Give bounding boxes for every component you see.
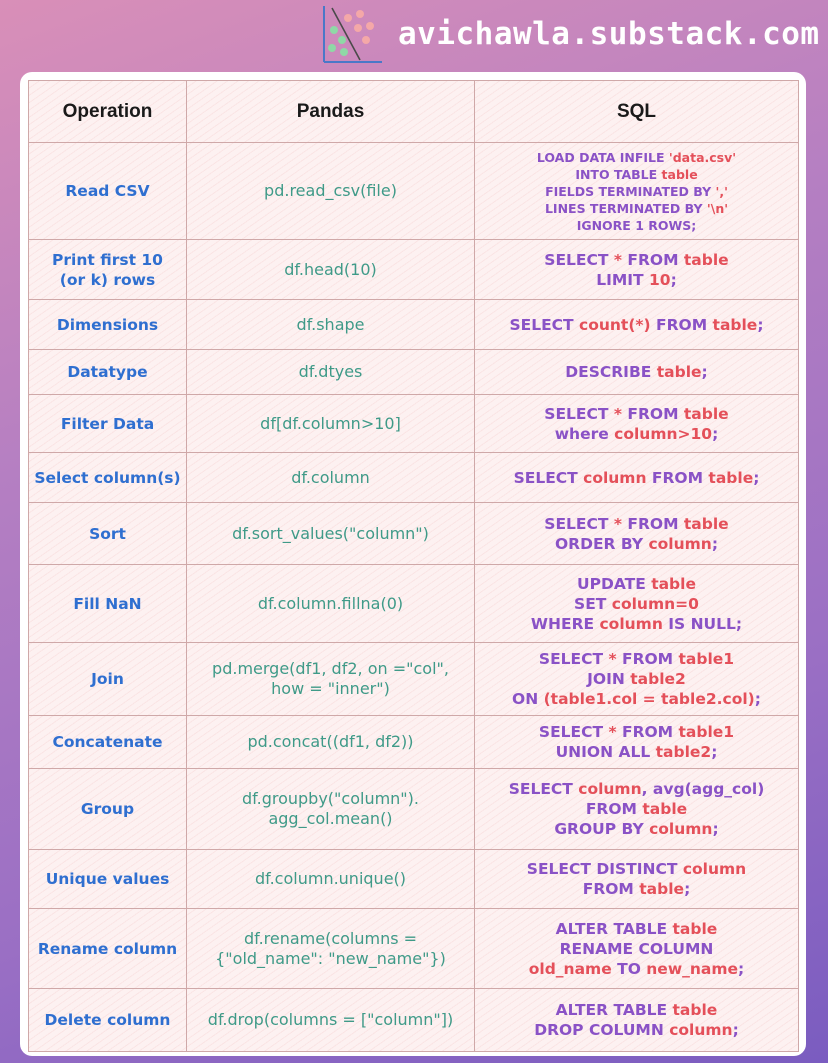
sql-identifier: column — [669, 1021, 733, 1039]
sql-keyword: FROM — [582, 880, 640, 898]
sql-cell — [475, 716, 799, 769]
sql-line — [479, 468, 794, 488]
operation-label: Fill NaN — [73, 594, 142, 613]
operation-label: Select column(s) — [34, 468, 181, 487]
sql-keyword: JOIN — [587, 670, 631, 688]
sql-keyword: SELECT — [538, 650, 609, 668]
operation-cell — [29, 769, 187, 850]
sql-keyword: FROM — [616, 723, 679, 741]
sql-cell — [475, 300, 799, 350]
pandas-code: pd.read_csv(file) — [264, 181, 397, 200]
sql-line — [479, 315, 794, 335]
operation-label: (or k) rows — [59, 270, 156, 289]
sql-keyword: WHERE — [530, 614, 600, 633]
sql-identifier: table — [672, 1001, 718, 1019]
pandas-code: df.shape — [296, 314, 365, 334]
sql-keyword: ALTER TABLE — [555, 919, 673, 938]
sql-identifier: table — [656, 363, 702, 381]
pandas-code: df.column — [291, 467, 370, 487]
table-row — [29, 395, 799, 453]
sql-identifier: 'data.csv' — [668, 149, 737, 165]
table-row — [29, 716, 799, 769]
sql-identifier: table — [642, 800, 688, 818]
pandas-cell — [187, 909, 475, 989]
table-row — [29, 769, 799, 850]
sql-identifier: 10 — [649, 270, 671, 289]
sql-line — [479, 959, 794, 979]
table-row — [29, 850, 799, 909]
sql-keyword: ; — [712, 424, 719, 443]
sql-identifier: * — [613, 404, 622, 423]
sql-identifier: count(*) — [579, 315, 651, 334]
sql-line — [479, 859, 794, 879]
sql-keyword: TO — [611, 959, 647, 978]
sql-keyword: SELECT — [508, 780, 579, 798]
sql-keyword: SET — [574, 594, 612, 613]
header-pandas: Pandas — [187, 81, 475, 143]
sql-line — [479, 649, 794, 669]
sql-keyword: GROUP BY — [554, 820, 650, 838]
operation-cell — [29, 240, 187, 300]
sql-cell — [475, 769, 799, 850]
pandas-code: how = "inner") — [271, 679, 390, 698]
sql-identifier: column=0 — [611, 594, 699, 613]
sql-cell — [475, 350, 799, 395]
header-sql: SQL — [475, 81, 799, 143]
sql-keyword: where — [554, 424, 615, 443]
sql-line — [479, 574, 794, 594]
operation-label: Rename column — [37, 939, 178, 958]
sql-keyword: FIELDS TERMINATED BY — [545, 183, 716, 199]
pandas-code: df[df.column>10] — [260, 413, 401, 433]
sql-keyword: ; — [757, 315, 764, 334]
sql-identifier: table2 — [655, 743, 712, 761]
sql-cell — [475, 850, 799, 909]
pandas-code: pd.concat((df1, df2)) — [247, 732, 414, 751]
operation-cell — [29, 565, 187, 643]
sql-identifier: column>10 — [614, 424, 713, 443]
sql-line — [479, 919, 794, 939]
sql-keyword: LINES TERMINATED BY — [544, 200, 707, 216]
sql-keyword: FROM — [616, 650, 679, 668]
pandas-code: df.column.unique() — [254, 869, 407, 888]
sql-line — [479, 270, 794, 290]
sql-identifier: table2 — [630, 670, 686, 688]
sql-line — [479, 742, 794, 762]
sql-identifier: table — [708, 468, 754, 487]
pandas-cell — [187, 503, 475, 565]
sql-line — [479, 669, 794, 689]
table-row — [29, 643, 799, 716]
pandas-cell — [187, 395, 475, 453]
pandas-code: agg_col.mean() — [268, 809, 393, 828]
sql-keyword: INTO TABLE — [575, 166, 662, 182]
pandas-code: df.column.fillna(0) — [257, 593, 404, 613]
table-row — [29, 909, 799, 989]
sql-keyword: LIMIT — [596, 270, 650, 289]
sql-cell — [475, 565, 799, 643]
sql-identifier: ',' — [715, 183, 728, 199]
operation-cell — [29, 350, 187, 395]
pandas-code: df.groupby("column"). — [242, 789, 419, 808]
sql-keyword: FROM — [585, 800, 643, 818]
sql-keyword: UNION ALL — [555, 743, 656, 761]
sql-keyword: ; — [711, 743, 718, 761]
sql-identifier: table — [683, 404, 729, 423]
pandas-cell — [187, 143, 475, 240]
sql-cell — [475, 643, 799, 716]
sql-line — [479, 514, 794, 534]
operation-cell — [29, 395, 187, 453]
pandas-cell — [187, 453, 475, 503]
sql-identifier: column — [583, 468, 647, 487]
sql-keyword: IGNORE 1 ROWS; — [576, 217, 697, 233]
sql-identifier: * — [613, 250, 622, 269]
pandas-cell — [187, 850, 475, 909]
sql-cell — [475, 909, 799, 989]
sql-line — [479, 779, 794, 799]
sql-keyword: ; — [753, 468, 760, 487]
sql-keyword: LOAD DATA INFILE — [536, 149, 669, 165]
sql-keyword: ORDER BY — [554, 534, 649, 553]
pandas-cell — [187, 565, 475, 643]
sql-line — [479, 166, 794, 183]
sql-keyword: ; — [711, 534, 719, 553]
sql-keyword: RENAME COLUMN — [559, 939, 714, 958]
sql-cell — [475, 453, 799, 503]
operation-label: Join — [91, 670, 124, 688]
sql-identifier: (table1.col = table2.col) — [543, 690, 755, 708]
operation-label: Read CSV — [65, 182, 150, 200]
sql-line — [479, 217, 794, 234]
operation-cell — [29, 643, 187, 716]
sql-identifier: * — [608, 723, 617, 741]
header — [0, 0, 828, 72]
header-row — [29, 81, 799, 143]
table-body — [29, 143, 799, 1052]
pandas-cell — [187, 716, 475, 769]
sql-line — [479, 879, 794, 899]
sql-line — [479, 534, 794, 554]
sql-keyword: SELECT — [513, 468, 584, 487]
scatter-plot-logo-icon — [318, 4, 384, 66]
operation-label: Unique values — [45, 870, 170, 888]
sql-cell — [475, 240, 799, 300]
sql-line — [479, 722, 794, 742]
sql-line — [479, 1000, 794, 1020]
sql-line — [479, 689, 794, 709]
sql-identifier: column — [682, 860, 747, 878]
sql-identifier: table1 — [678, 650, 735, 668]
sql-keyword: UPDATE — [577, 574, 652, 593]
sql-keyword: FROM — [621, 250, 684, 269]
operation-label: Dimensions — [56, 315, 159, 334]
operation-label: Print first 10 — [52, 250, 163, 269]
sql-keyword: DROP COLUMN — [534, 1021, 670, 1039]
sql-keyword: ALTER TABLE — [555, 1001, 673, 1019]
sql-keyword: ; — [684, 880, 691, 898]
sql-keyword: FROM — [646, 468, 709, 487]
sql-line — [479, 594, 794, 614]
sql-keyword: ; — [712, 820, 719, 838]
sql-cell — [475, 989, 799, 1052]
pandas-sql-table — [28, 80, 799, 1052]
sql-cell — [475, 503, 799, 565]
sql-cell — [475, 143, 799, 240]
operation-label: Group — [80, 800, 135, 818]
sql-identifier: column — [648, 534, 712, 553]
pandas-code: df.rename(columns = — [243, 928, 418, 948]
sql-line — [479, 819, 794, 839]
sql-line — [479, 939, 794, 959]
operation-label: Datatype — [67, 363, 148, 381]
operation-cell — [29, 989, 187, 1052]
table-row — [29, 565, 799, 643]
sql-keyword: SELECT DISTINCT — [526, 860, 683, 878]
sql-line — [479, 250, 794, 270]
sql-keyword: SELECT — [544, 250, 614, 269]
table-row — [29, 240, 799, 300]
sql-line — [479, 614, 794, 634]
cheatsheet-card — [20, 72, 806, 1056]
sql-keyword: IS NULL; — [662, 614, 743, 633]
sql-keyword: FROM — [650, 315, 713, 334]
pandas-code: df.dtyes — [298, 362, 363, 381]
sql-keyword: ; — [670, 270, 677, 289]
sql-keyword: FROM — [621, 404, 684, 423]
sql-line — [479, 424, 794, 444]
pandas-cell — [187, 240, 475, 300]
sql-identifier: table — [661, 166, 698, 182]
sql-keyword: ; — [738, 959, 745, 978]
sql-keyword: ; — [701, 363, 708, 381]
pandas-cell — [187, 300, 475, 350]
sql-identifier: '\n' — [706, 200, 729, 216]
pandas-code: df.head(10) — [284, 259, 377, 279]
sql-identifier: table — [683, 514, 729, 533]
operation-cell — [29, 909, 187, 989]
sql-keyword: SELECT — [544, 404, 614, 423]
pandas-code: df.drop(columns = ["column"]) — [207, 1010, 454, 1029]
header-operation: Operation — [29, 81, 187, 143]
operation-cell — [29, 850, 187, 909]
site-name[interactable]: avichawla.substack.com — [398, 16, 820, 52]
pandas-code: pd.merge(df1, df2, on ="col", — [212, 659, 449, 678]
pandas-cell — [187, 989, 475, 1052]
pandas-cell — [187, 643, 475, 716]
sql-keyword: ; — [754, 690, 761, 708]
operation-cell — [29, 300, 187, 350]
sql-identifier: table — [683, 250, 729, 269]
operation-cell — [29, 716, 187, 769]
sql-line — [479, 799, 794, 819]
sql-cell — [475, 395, 799, 453]
sql-line — [479, 1020, 794, 1040]
pandas-cell — [187, 350, 475, 395]
sql-keyword: SELECT — [509, 315, 580, 334]
table-row — [29, 503, 799, 565]
sql-identifier: table — [712, 315, 758, 334]
sql-keyword: DESCRIBE — [565, 363, 657, 381]
sql-keyword: SELECT — [544, 514, 614, 533]
sql-identifier: column — [599, 614, 663, 633]
sql-keyword: ; — [732, 1021, 739, 1039]
sql-identifier: table — [639, 880, 685, 898]
sql-keyword: , avg(agg_col) — [641, 780, 765, 798]
sql-line — [479, 149, 794, 166]
pandas-cell — [187, 769, 475, 850]
sql-keyword: SELECT — [538, 723, 609, 741]
pandas-code: {"old_name": "new_name"}) — [215, 948, 446, 968]
table-row — [29, 300, 799, 350]
table-row — [29, 350, 799, 395]
table-row — [29, 989, 799, 1052]
sql-identifier: * — [613, 514, 622, 533]
sql-line — [479, 404, 794, 424]
sql-line — [479, 362, 794, 382]
sql-identifier: table — [651, 574, 696, 593]
pandas-code: df.sort_values("column") — [232, 523, 429, 543]
sql-identifier: table1 — [678, 723, 735, 741]
sql-identifier: column — [578, 780, 642, 798]
sql-identifier: table — [672, 919, 718, 938]
operation-cell — [29, 143, 187, 240]
operation-label: Filter Data — [60, 414, 155, 433]
sql-identifier: column — [649, 820, 713, 838]
sql-keyword: ON — [512, 690, 544, 708]
sql-identifier: new_name — [646, 959, 739, 978]
sql-keyword: FROM — [621, 514, 684, 533]
sql-identifier: * — [608, 650, 617, 668]
sql-line — [479, 200, 794, 217]
operation-label: Sort — [89, 524, 126, 543]
operation-label: Concatenate — [52, 733, 163, 751]
operation-cell — [29, 503, 187, 565]
table-row — [29, 143, 799, 240]
operation-label: Delete column — [44, 1011, 171, 1029]
table-row — [29, 453, 799, 503]
operation-cell — [29, 453, 187, 503]
sql-line — [479, 183, 794, 200]
sql-identifier: old_name — [528, 959, 612, 978]
